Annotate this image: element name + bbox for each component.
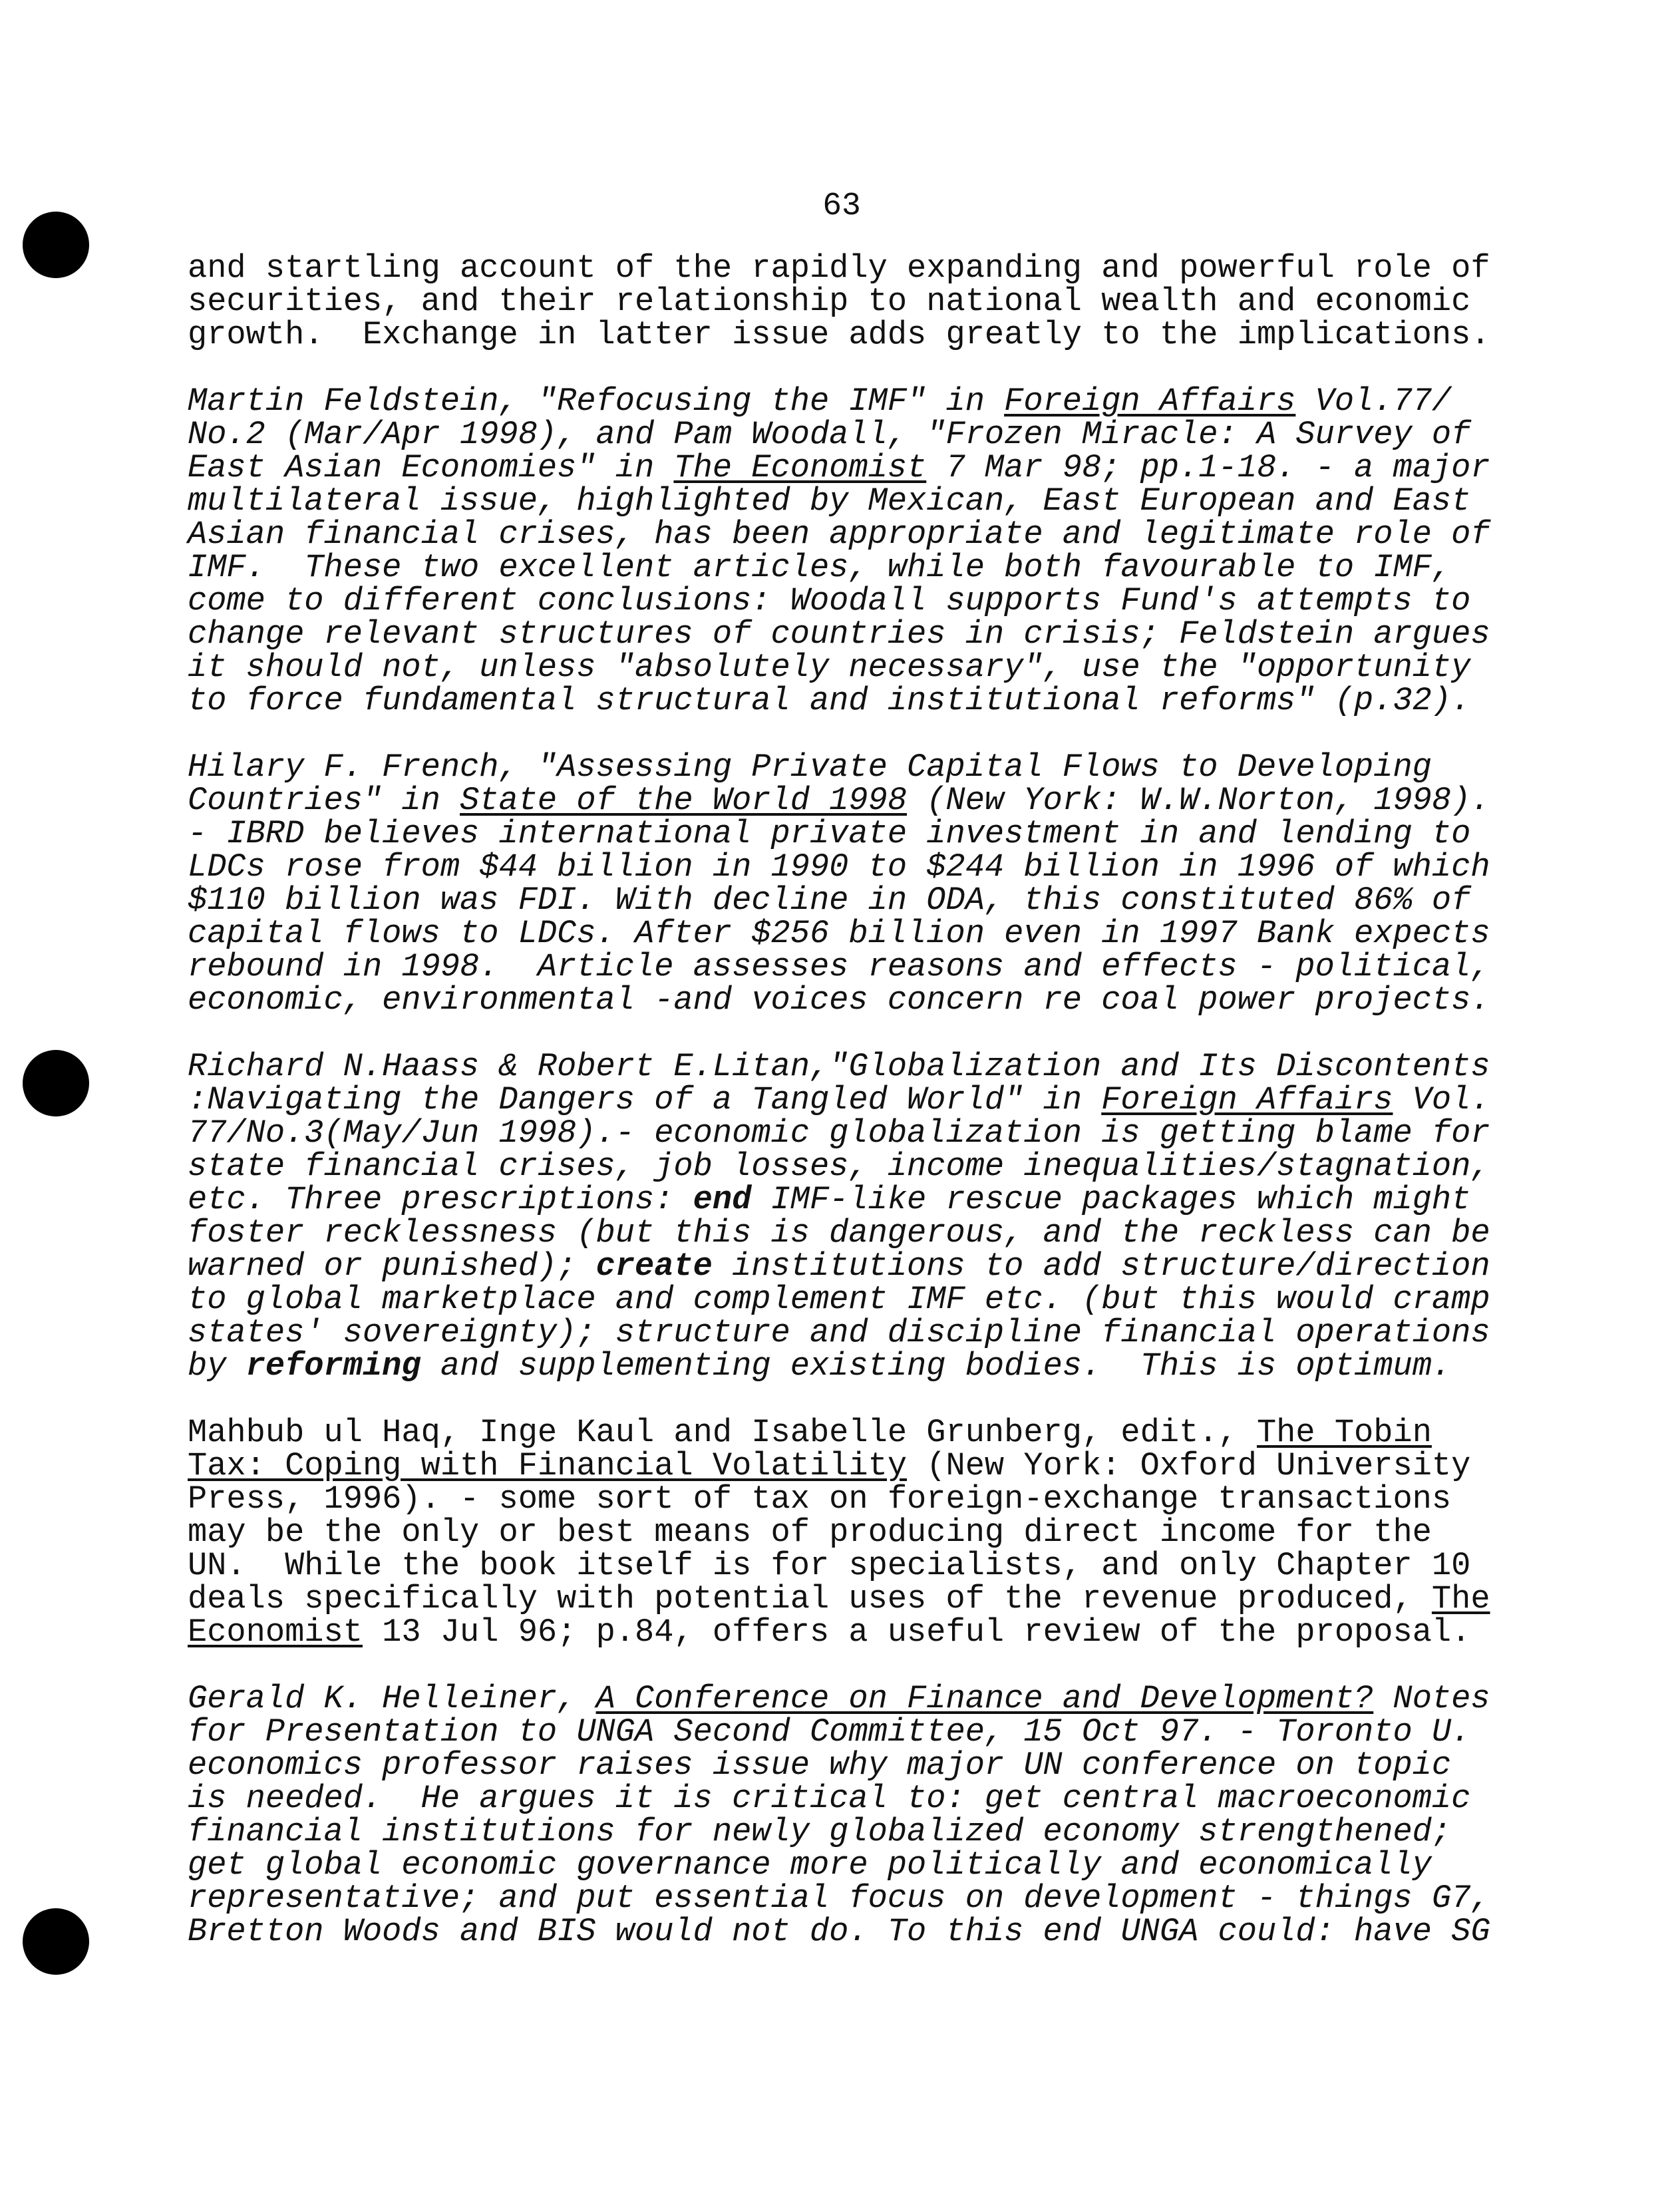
bibliography-body bbox=[188, 252, 1492, 1981]
text-line bbox=[188, 1449, 1492, 1482]
text-line bbox=[188, 1915, 1492, 1948]
underlined-title: Economist bbox=[188, 1613, 363, 1651]
text-line bbox=[188, 1116, 1492, 1150]
bibliography-entry bbox=[188, 252, 1492, 351]
text-line bbox=[188, 1349, 1492, 1383]
text-line bbox=[188, 751, 1492, 784]
text-line bbox=[188, 1782, 1492, 1815]
text-segment: it should not, unless "absolutely necessary", use the "opportunity bbox=[188, 649, 1471, 686]
text-line bbox=[188, 817, 1492, 850]
text-segment: economics professor raises issue why major UN conference on topic bbox=[188, 1747, 1452, 1784]
text-segment: may be the only or best means of producing direct income for the bbox=[188, 1514, 1432, 1551]
text-line bbox=[188, 1482, 1492, 1516]
text-segment: Vol.77/ bbox=[1295, 383, 1452, 420]
text-line bbox=[188, 1848, 1492, 1882]
underlined-title: Foreign Affairs bbox=[1004, 383, 1296, 420]
text-segment: :Navigating the Dangers of a Tangled World" in bbox=[188, 1081, 1102, 1118]
text-line bbox=[188, 1715, 1492, 1749]
text-line bbox=[188, 1682, 1492, 1715]
binder-hole-top bbox=[23, 212, 89, 278]
text-line bbox=[188, 917, 1492, 950]
bibliography-entry bbox=[188, 385, 1492, 717]
text-segment: and supplementing existing bodies. This is optimum. bbox=[420, 1347, 1452, 1385]
text-line bbox=[188, 1150, 1492, 1183]
text-segment: multilateral issue, highlighted by Mexican, East European and East bbox=[188, 482, 1471, 520]
text-segment: 13 Jul 96; p.84, offers a useful review of the proposal. bbox=[362, 1613, 1471, 1651]
text-segment: get global economic governance more politically and economically bbox=[188, 1846, 1432, 1884]
underlined-title: State of the World 1998 bbox=[460, 782, 908, 819]
text-line bbox=[188, 1283, 1492, 1316]
underlined-title: The Economist bbox=[673, 449, 927, 486]
text-segment: Vol. bbox=[1393, 1081, 1490, 1118]
text-line bbox=[188, 1815, 1492, 1848]
text-segment: securities, and their relationship to national wealth and economic bbox=[188, 283, 1471, 320]
text-segment: (New York: Oxford University bbox=[907, 1447, 1471, 1484]
underlined-title: Tax: Coping with Financial Volatility bbox=[188, 1447, 908, 1484]
text-segment: Richard N.Haass & Robert E.Litan,"Globalization and Its Discontents bbox=[188, 1048, 1490, 1085]
text-segment: Mahbub ul Haq, Inge Kaul and Isabelle Grunberg, edit., bbox=[188, 1414, 1257, 1451]
text-line bbox=[188, 651, 1492, 684]
text-line bbox=[188, 884, 1492, 917]
text-segment: states' sovereignty); structure and discipline financial operations bbox=[188, 1314, 1490, 1351]
text-line bbox=[188, 285, 1492, 318]
text-line bbox=[188, 1516, 1492, 1549]
text-line bbox=[188, 1183, 1492, 1216]
text-segment: change relevant structures of countries in crisis; Feldstein argues bbox=[188, 615, 1490, 653]
text-segment: East Asian Economies" in bbox=[188, 449, 674, 486]
text-line bbox=[188, 784, 1492, 817]
text-line bbox=[188, 983, 1492, 1017]
text-line bbox=[188, 1615, 1492, 1649]
text-segment: financial institutions for newly globalized economy strengthened; bbox=[188, 1813, 1452, 1850]
text-line bbox=[188, 1216, 1492, 1250]
text-segment: $110 billion was FDI. With decline in ODA, this constituted 86% of bbox=[188, 882, 1471, 919]
text-line bbox=[188, 418, 1492, 451]
text-line bbox=[188, 484, 1492, 518]
text-segment: UN. While the book itself is for specialists, and only Chapter 10 bbox=[188, 1547, 1471, 1584]
text-segment: come to different conclusions: Woodall supports Fund's attempts to bbox=[188, 582, 1471, 619]
text-line bbox=[188, 252, 1492, 285]
text-line bbox=[188, 1749, 1492, 1782]
text-segment: Notes bbox=[1373, 1680, 1490, 1717]
text-line bbox=[188, 451, 1492, 484]
text-line bbox=[188, 850, 1492, 884]
text-segment: (New York: W.W.Norton, 1998). bbox=[907, 782, 1490, 819]
text-line bbox=[188, 1083, 1492, 1116]
text-line bbox=[188, 1250, 1492, 1283]
text-line bbox=[188, 518, 1492, 551]
text-segment: is needed. He argues it is critical to: get central macroeconomic bbox=[188, 1780, 1471, 1817]
underlined-title: Foreign Affairs bbox=[1101, 1081, 1393, 1118]
text-line bbox=[188, 385, 1492, 418]
text-segment: by bbox=[188, 1347, 246, 1385]
text-line bbox=[188, 1882, 1492, 1915]
page-number: 63 bbox=[822, 188, 861, 224]
text-segment: IMF. These two excellent articles, while both favourable to IMF, bbox=[188, 549, 1452, 586]
bibliography-entry bbox=[188, 1416, 1492, 1649]
text-segment: Martin Feldstein, "Refocusing the IMF" in bbox=[188, 383, 1005, 420]
text-segment: to force fundamental structural and institutional reforms" (p.32). bbox=[188, 682, 1471, 719]
text-segment: for Presentation to UNGA Second Committee, 15 Oct 97. - Toronto U. bbox=[188, 1713, 1471, 1751]
bibliography-entry bbox=[188, 1050, 1492, 1383]
underlined-title: The bbox=[1431, 1580, 1490, 1617]
text-segment: Asian financial crises, has been appropriate and legitimate role of bbox=[188, 516, 1490, 553]
text-line bbox=[188, 684, 1492, 717]
text-segment: deals specifically with potential uses of the revenue produced, bbox=[188, 1580, 1432, 1617]
text-line bbox=[188, 1050, 1492, 1083]
text-segment: IMF-like rescue packages which might bbox=[751, 1181, 1471, 1218]
text-line bbox=[188, 318, 1492, 351]
text-segment: Gerald K. Helleiner, bbox=[188, 1680, 596, 1717]
text-line bbox=[188, 617, 1492, 651]
text-segment: capital flows to LDCs. After $256 billion even in 1997 Bank expects bbox=[188, 915, 1490, 952]
text-line bbox=[188, 1549, 1492, 1582]
text-segment: state financial crises, job losses, income inequalities/stagnation, bbox=[188, 1148, 1490, 1185]
text-segment: representative; and put essential focus on development - things G7, bbox=[188, 1880, 1490, 1917]
text-segment: Hilary F. French, "Assessing Private Capital Flows to Developing bbox=[188, 749, 1432, 786]
text-line bbox=[188, 1416, 1492, 1449]
text-line bbox=[188, 1582, 1492, 1615]
bibliography-entry bbox=[188, 1682, 1492, 1948]
text-segment: rebound in 1998. Article assesses reasons and effects - political, bbox=[188, 948, 1490, 985]
bibliography-entry bbox=[188, 751, 1492, 1017]
text-segment: LDCs rose from $44 billion in 1990 to $244 billion in 1996 of which bbox=[188, 848, 1490, 886]
text-segment: etc. Three prescriptions: bbox=[188, 1181, 693, 1218]
text-segment: 77/No.3(May/Jun 1998).- economic globalization is getting blame for bbox=[188, 1114, 1490, 1152]
text-segment: No.2 (Mar/Apr 1998), and Pam Woodall, "Frozen Miracle: A Survey of bbox=[188, 416, 1471, 453]
text-line bbox=[188, 551, 1492, 584]
text-line bbox=[188, 1316, 1492, 1349]
text-segment: and startling account of the rapidly expanding and powerful role of bbox=[188, 250, 1490, 287]
text-segment: institutions to add structure/direction bbox=[712, 1248, 1490, 1285]
text-segment: - IBRD believes international private investment in and lending to bbox=[188, 815, 1471, 852]
underlined-title: The Tobin bbox=[1256, 1414, 1432, 1451]
text-segment: growth. Exchange in latter issue adds greatly to the implications. bbox=[188, 316, 1490, 353]
binder-hole-middle bbox=[23, 1050, 89, 1116]
text-segment: Countries" in bbox=[188, 782, 460, 819]
text-segment: warned or punished); bbox=[188, 1248, 596, 1285]
text-segment: Bretton Woods and BIS would not do. To this end UNGA could: have SG bbox=[188, 1913, 1490, 1950]
text-segment: to global marketplace and complement IMF etc. (but this would cramp bbox=[188, 1281, 1490, 1318]
bold-keyword: reforming bbox=[246, 1347, 421, 1385]
binder-hole-bottom bbox=[23, 1908, 89, 1975]
text-segment: economic, environmental -and voices concern re coal power projects. bbox=[188, 981, 1490, 1019]
underlined-title: A Conference on Finance and Development? bbox=[595, 1680, 1374, 1717]
bold-keyword: create bbox=[595, 1248, 713, 1285]
text-segment: foster recklessness (but this is dangerous, and the reckless can be bbox=[188, 1214, 1490, 1252]
text-segment: Press, 1996). - some sort of tax on foreign-exchange transactions bbox=[188, 1480, 1452, 1518]
text-line bbox=[188, 584, 1492, 617]
text-segment: 7 Mar 98; pp.1-18. - a major bbox=[926, 449, 1490, 486]
bold-keyword: end bbox=[693, 1181, 752, 1218]
text-line bbox=[188, 950, 1492, 983]
